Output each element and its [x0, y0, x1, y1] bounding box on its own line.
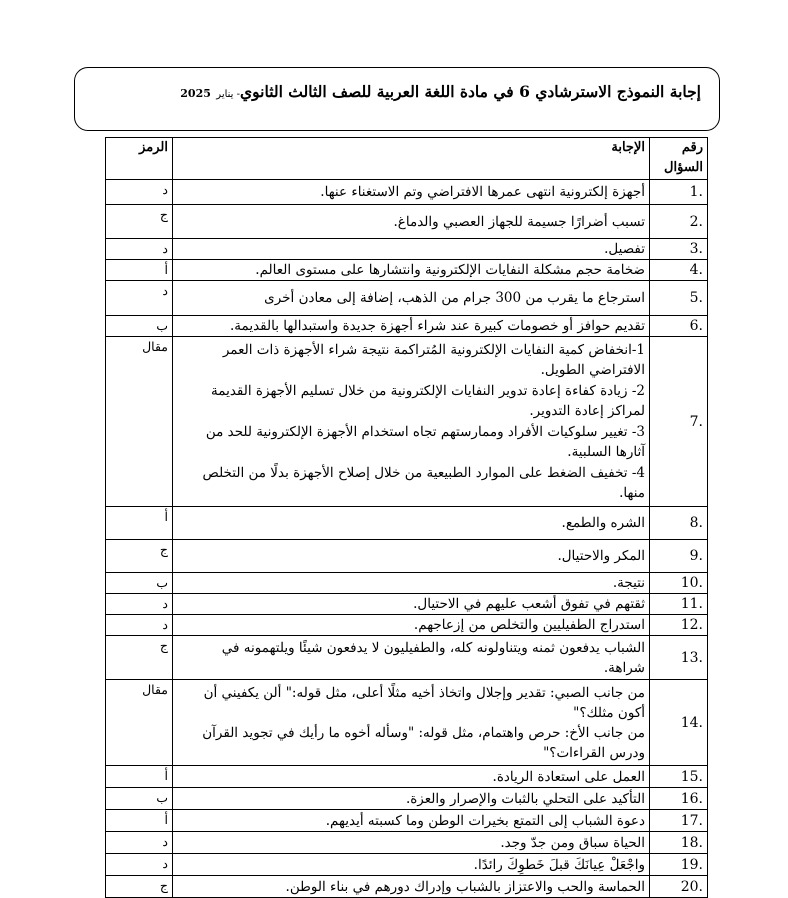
title-main: إجابة النموذج الاسترشادي 6 في مادة اللغة العربية للصف الثالث الثانوي — [240, 82, 701, 101]
answer-text: استرجاع ما يقرب من 300 جرام من الذهب، إضافة إلى معادن أخرى — [173, 281, 650, 316]
table-row — [106, 507, 708, 540]
answer-symbol: د — [106, 832, 173, 854]
answers-table — [105, 137, 708, 898]
title-box — [74, 67, 720, 131]
table-row — [106, 316, 708, 337]
answer-symbol: أ — [106, 507, 173, 540]
table-row — [106, 205, 708, 239]
answer-symbol: د — [106, 854, 173, 876]
answer-text: أجهزة إلكترونية انتهى عمرها الافتراضي وتم الاستغناء عنها. — [173, 180, 650, 205]
answer-symbol: ج — [106, 205, 173, 239]
answer-text: استدراج الطفيليين والتخلص من إزعاجهم. — [173, 615, 650, 636]
answer-text: دعوة الشباب إلى التمتع بخيرات الوطن وما كسبته أيديهم. — [173, 810, 650, 832]
table-row — [106, 854, 708, 876]
answer-symbol: مقال — [106, 337, 173, 507]
answer-text: الحماسة والحب والاعتزاز بالشباب وإدراك دورهم في بناء الوطن. — [173, 876, 650, 898]
table-row — [106, 615, 708, 636]
table-row — [106, 832, 708, 854]
question-number: .8 — [650, 507, 708, 540]
answer-text — [173, 680, 650, 766]
answer-symbol: د — [106, 281, 173, 316]
answer-text: ثقتهم في تفوق أشعب عليهم في الاحتيال. — [173, 594, 650, 615]
answer-symbol: د — [106, 615, 173, 636]
question-number: .16 — [650, 788, 708, 810]
answer-text: الحياة سباق ومن جدّ وجد. — [173, 832, 650, 854]
header-symbol: الرمز — [106, 138, 173, 180]
answer-text — [173, 337, 650, 507]
answer-symbol: أ — [106, 810, 173, 832]
table-header-row — [106, 138, 708, 180]
answer-text: تفصيل. — [173, 239, 650, 260]
answer-symbol: مقال — [106, 680, 173, 766]
header-question-number: رقم السؤال — [650, 138, 708, 180]
table-row — [106, 788, 708, 810]
table-row — [106, 876, 708, 898]
answer-symbol: ج — [106, 540, 173, 573]
answer-symbol: ج — [106, 876, 173, 898]
answer-text: الشباب يدفعون ثمنه ويتناولونه كله، والطفيليون لا يدفعون شيئًا ويلتهمونه في شراهة. — [173, 636, 650, 680]
table-row — [106, 180, 708, 205]
table-row — [106, 281, 708, 316]
answer-text: الشره والطمع. — [173, 507, 650, 540]
answer-text: التأكيد على التحلي بالثبات والإصرار والعزة. — [173, 788, 650, 810]
answer-symbol: د — [106, 180, 173, 205]
question-number: .14 — [650, 680, 708, 766]
table-row — [106, 636, 708, 680]
answer-symbol: د — [106, 239, 173, 260]
question-number: .1 — [650, 180, 708, 205]
answer-line: 4- تخفيف الضغط على الموارد الطبيعية من خلال إصلاح الأجهزة بدلًا من التخلص منها. — [202, 464, 645, 501]
question-number: .20 — [650, 876, 708, 898]
answer-symbol: ب — [106, 788, 173, 810]
answer-line: من جانب الأخ: حرص واهتمام، مثل قوله: "وسأله أخوه ما رأيك في تجويد القرآن ودرس القراءات؟" — [202, 724, 645, 761]
answer-text: واجْعَلْ عِيانَكَ قبلَ خَطوِكَ رائدًا. — [173, 854, 650, 876]
answer-line: من جانب الصبي: تقدير وإجلال واتخاذ أخيه مثلًا أعلى، مثل قوله:" ألن يكفيني أن أكون مثلك؟" — [203, 684, 645, 721]
answer-symbol: أ — [106, 766, 173, 788]
answer-text: نتيجة. — [173, 573, 650, 594]
answer-symbol: ب — [106, 316, 173, 337]
question-number: .2 — [650, 205, 708, 239]
table-row — [106, 573, 708, 594]
answer-text: تقديم حوافز أو خصومات كبيرة عند شراء أجهزة جديدة واستبدالها بالقديمة. — [173, 316, 650, 337]
answer-line: 2- زيادة كفاءة إعادة تدوير النفايات الإلكترونية من خلال تسليم الأجهزة القديمة لمراكز إعادة التدوير. — [211, 382, 645, 419]
table-row — [106, 766, 708, 788]
page-title — [180, 82, 701, 101]
answer-symbol: ج — [106, 636, 173, 680]
question-number: .4 — [650, 260, 708, 281]
answer-text: المكر والاحتيال. — [173, 540, 650, 573]
answer-symbol: ب — [106, 573, 173, 594]
answer-text: العمل على استعادة الريادة. — [173, 766, 650, 788]
answer-text: تسبب أضرارًا جسيمة للجهاز العصبي والدماغ. — [173, 205, 650, 239]
question-number: .6 — [650, 316, 708, 337]
answer-line: 3- تغيير سلوكيات الأفراد وممارستهم تجاه استخدام الأجهزة الإلكترونية للحد من آثارها السلبية. — [205, 423, 645, 460]
question-number: .19 — [650, 854, 708, 876]
answer-symbol: أ — [106, 260, 173, 281]
question-number: .7 — [650, 337, 708, 507]
question-number: .9 — [650, 540, 708, 573]
question-number: .15 — [650, 766, 708, 788]
table-row — [106, 594, 708, 615]
question-number: .13 — [650, 636, 708, 680]
question-number: .3 — [650, 239, 708, 260]
table-row — [106, 680, 708, 766]
answer-symbol: د — [106, 594, 173, 615]
question-number: .12 — [650, 615, 708, 636]
question-number: .11 — [650, 594, 708, 615]
question-number: .5 — [650, 281, 708, 316]
table-row — [106, 337, 708, 507]
header-answer: الإجابة — [173, 138, 650, 180]
question-number: .10 — [650, 573, 708, 594]
table-row — [106, 260, 708, 281]
question-number: .17 — [650, 810, 708, 832]
answer-line: 1-انخفاض كمية النفايات الإلكترونية المُتراكمة نتيجة شراء الأجهزة ذات العمر الافتراضي الطويل. — [222, 341, 645, 378]
table-row — [106, 239, 708, 260]
question-number: .18 — [650, 832, 708, 854]
answer-text: ضخامة حجم مشكلة النفايات الإلكترونية وانتشارها على مستوى العالم. — [173, 260, 650, 281]
title-month: - يناير — [216, 89, 241, 100]
title-year: 2025 — [180, 87, 211, 100]
table-row — [106, 540, 708, 573]
table-row — [106, 810, 708, 832]
